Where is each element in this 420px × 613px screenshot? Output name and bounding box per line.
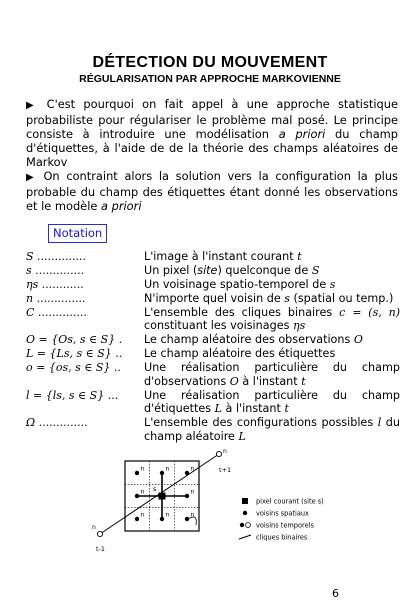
notation-row — [26, 306, 400, 333]
spatial-neighbor-dot — [160, 471, 164, 475]
paragraph-1 — [26, 97, 398, 169]
notation-symbol: n .............. — [26, 292, 86, 305]
neighbor-label: n — [190, 511, 195, 519]
notation-symbol: C .............. — [26, 306, 87, 319]
legend-square-marker — [242, 498, 248, 504]
notation-table — [26, 250, 400, 444]
notation-definition — [144, 416, 400, 443]
definition-part: c = (s, n) — [339, 306, 400, 319]
notation-definition — [144, 333, 400, 346]
notation-symbol: O = {Os, s ∈ S} . — [26, 333, 123, 347]
neighbor-label: n — [165, 465, 170, 473]
neighbor-label: n — [190, 465, 195, 473]
spatial-neighbor-dot — [185, 494, 189, 498]
paragraph-2 — [26, 169, 398, 213]
mrf-neighborhood-diagram — [90, 445, 390, 585]
legend-label: cliques binaires — [256, 533, 308, 542]
neighbor-label: n — [190, 488, 195, 496]
spatial-neighbor-dot — [135, 494, 139, 498]
notation-definition — [144, 250, 400, 263]
notation-symbol: L = {Ls, s ∈ S} .. — [26, 347, 123, 361]
definition-part: Une réalisation particulière du champ d'observations — [144, 361, 400, 388]
site-label: s — [153, 485, 157, 493]
definition-part: t — [297, 250, 302, 263]
temporal-neighbor-prev — [97, 531, 102, 536]
neighbor-label: n — [140, 465, 145, 473]
definition-part: l — [377, 416, 382, 430]
definition-part: Le champ aléatoire des observations — [144, 333, 354, 347]
spatial-neighbor-dot — [185, 471, 189, 475]
definition-part: s — [329, 278, 336, 291]
definition-part: du champ aléatoire — [144, 416, 401, 443]
legend-label: pixel courant (site s) — [256, 497, 324, 506]
definition-part: (spatial ou temp.) — [289, 292, 394, 305]
neighbor-label: n — [165, 511, 170, 519]
legend-ring-marker — [246, 523, 251, 528]
legend-label: voisins temporels — [256, 521, 314, 530]
definition-part: L'image à l'instant courant — [144, 250, 298, 263]
notation-row — [26, 250, 400, 263]
notation-row — [26, 333, 400, 346]
neighbor-label: n — [140, 488, 145, 496]
notation-definition — [144, 389, 400, 416]
definition-part: Une réalisation particulière du champ d'étiquettes — [144, 388, 400, 416]
definition-part: O — [353, 333, 363, 347]
definition-part: Le champ aléatoire des étiquettes — [144, 347, 336, 361]
notation-definition — [144, 361, 400, 388]
paragraph-2-text: On contraint alors la solution vers la configuration la plus probable du champ des étiquettes étant donné les observations et le modèle — [26, 169, 398, 213]
paragraph-1-emphasis: a priori — [278, 127, 326, 141]
notation-symbol: l = {ls, s ∈ S} ... — [26, 388, 119, 402]
notation-row — [26, 292, 400, 305]
legend-dot-marker — [243, 511, 247, 515]
notation-symbol: S .............. — [26, 250, 86, 263]
temporal-neighbor-next — [216, 451, 221, 456]
definition-part: ) quelconque de — [217, 264, 312, 277]
notation-definition — [144, 306, 400, 333]
notation-row — [26, 264, 400, 277]
notation-row — [26, 347, 400, 360]
current-pixel-square — [159, 493, 166, 500]
notation-symbol: s .............. — [26, 264, 85, 277]
definition-part: L — [238, 429, 246, 443]
notation-symbol: Ω .............. — [26, 416, 88, 430]
definition-part: N'importe quel voisin de — [144, 292, 285, 305]
definition-part: s — [284, 292, 290, 305]
definition-part: à l'instant — [221, 402, 285, 416]
legend-label: voisins spatiaux — [256, 509, 309, 518]
definition-part: constituant les voisinages — [144, 319, 293, 333]
notation-definition — [144, 347, 400, 360]
notation-badge: Notation — [48, 224, 107, 243]
legend-dot-marker — [240, 523, 244, 527]
definition-part: site — [197, 264, 218, 277]
notation-symbol: ηs ............ — [26, 278, 84, 291]
definition-part: L'ensemble des configurations possibles — [144, 416, 378, 430]
definition-part: L'ensemble des cliques binaires — [144, 306, 340, 319]
page-number: 6 — [332, 587, 339, 600]
definition-part: Un voisinage spatio-temporel de — [144, 278, 330, 291]
definition-part: Un pixel ( — [144, 264, 198, 277]
notation-row — [26, 278, 400, 291]
paragraph-1-text: C'est pourquoi on fait appel à une approche statistique probabiliste pour régulariser le problème mal posé. Le principe consiste à introduire une modélisation — [26, 97, 398, 141]
definition-part: à l'instant — [238, 374, 302, 388]
notation-definition — [144, 264, 400, 277]
spatial-neighbor-dot — [185, 517, 189, 521]
definition-part: t — [301, 374, 306, 388]
time-prev-label: t-1 — [96, 545, 106, 553]
spatial-neighbor-dot — [135, 517, 139, 521]
neighbor-label: n — [140, 511, 145, 519]
notation-symbol: o = {os, s ∈ S} .. — [26, 361, 121, 375]
definition-part: t — [284, 402, 289, 416]
temporal-prev-label: n — [92, 524, 96, 531]
definition-part: O — [229, 374, 239, 388]
paragraph-1-text-end: du champ d'étiquettes, à l'aide de de la théorie des champs aléatoires de Markov — [26, 127, 399, 169]
notation-row — [26, 416, 400, 443]
legend-line-marker — [239, 535, 251, 539]
time-next-label: t+1 — [219, 466, 232, 474]
slide-title: DÉTECTION DU MOUVEMENT — [92, 54, 328, 71]
temporal-next-label: n — [223, 448, 227, 455]
notation-row — [26, 389, 400, 416]
notation-row — [26, 361, 400, 388]
bullet-triangle-icon: ▶ — [26, 172, 37, 183]
spatial-neighbor-dot — [135, 471, 139, 475]
slide-subtitle: RÉGULARISATION PAR APPROCHE MARKOVIENNE — [79, 73, 341, 85]
bullet-triangle-icon: ▶ — [26, 100, 39, 111]
paragraph-2-emphasis: a priori — [101, 199, 142, 213]
definition-part: L — [214, 402, 222, 416]
notation-definition — [144, 278, 400, 291]
spatial-neighbor-dot — [160, 517, 164, 521]
notation-definition — [144, 292, 400, 305]
definition-part: S — [311, 264, 320, 277]
definition-part: ηs — [292, 319, 306, 333]
